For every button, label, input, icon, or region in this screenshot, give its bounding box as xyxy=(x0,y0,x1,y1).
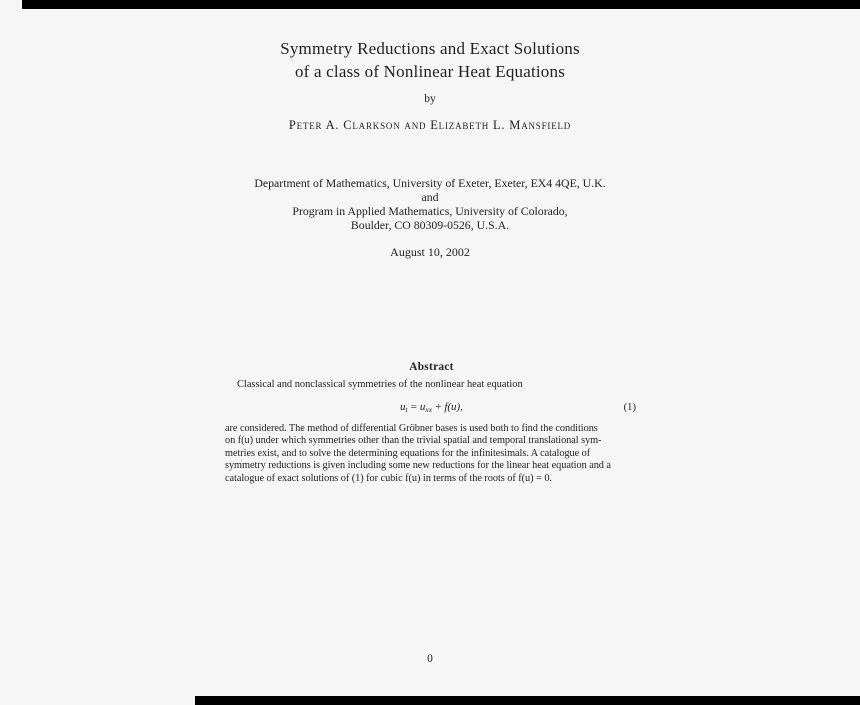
equation-sub-t: t xyxy=(405,404,408,414)
equation-var-u1: u xyxy=(400,400,406,413)
abstract-text-line: on f(u) under which symmetries other than the trivial spatial and temporal translational sym- xyxy=(225,435,602,446)
equation-body xyxy=(400,401,463,413)
abstract-text-line: are considered. The method of differential Gröbner bases is used both to find the conditions xyxy=(225,422,598,434)
equation-sub-xx: xx xyxy=(425,404,433,414)
equation-equals: = xyxy=(410,400,417,413)
affiliation-line-3: Program in Applied Mathematics, University of Colorado, xyxy=(292,204,568,218)
paper-title xyxy=(0,37,860,83)
equation-number: (1) xyxy=(623,401,636,413)
equation-func: f(u), xyxy=(444,400,463,413)
equation-1 xyxy=(225,401,638,415)
abstract-section xyxy=(225,361,638,485)
equation-var-u2: u xyxy=(419,400,426,413)
publication-date: August 10, 2002 xyxy=(390,245,470,259)
abstract-text-line: catalogue of exact solutions of (1) for cubic f(u) in terms of the roots of f(u) = 0. xyxy=(225,472,552,484)
abstract-intro-line: Classical and nonclassical symmetries of the nonlinear heat equation xyxy=(237,379,523,390)
title-line-1: Symmetry Reductions and Exact Solutions xyxy=(280,39,580,58)
authors-line: Peter A. Clarkson and Elizabeth L. Mansfield xyxy=(288,118,572,132)
title-line-2: of a class of Nonlinear Heat Equations xyxy=(294,62,566,81)
abstract-text-line: metries exist, and to solve the determining equations for the infinitesimals. A catalogue of xyxy=(225,447,591,459)
top-black-bar xyxy=(22,0,860,9)
bottom-black-bar xyxy=(195,696,860,705)
page-number: 0 xyxy=(427,653,433,665)
byline: by xyxy=(424,93,436,105)
affiliation-block xyxy=(0,176,860,232)
affiliation-line-4: Boulder, CO 80309-0526, U.S.A. xyxy=(350,218,510,232)
abstract-body xyxy=(225,423,638,486)
affiliation-line-2: and xyxy=(421,190,439,204)
abstract-text-line: symmetry reductions is given including some new reductions for the linear heat equation and a xyxy=(225,460,611,471)
abstract-heading: Abstract xyxy=(409,361,454,373)
equation-plus: + xyxy=(435,400,442,413)
affiliation-line-1: Department of Mathematics, University of Exeter, Exeter, EX4 4QE, U.K. xyxy=(254,176,606,190)
